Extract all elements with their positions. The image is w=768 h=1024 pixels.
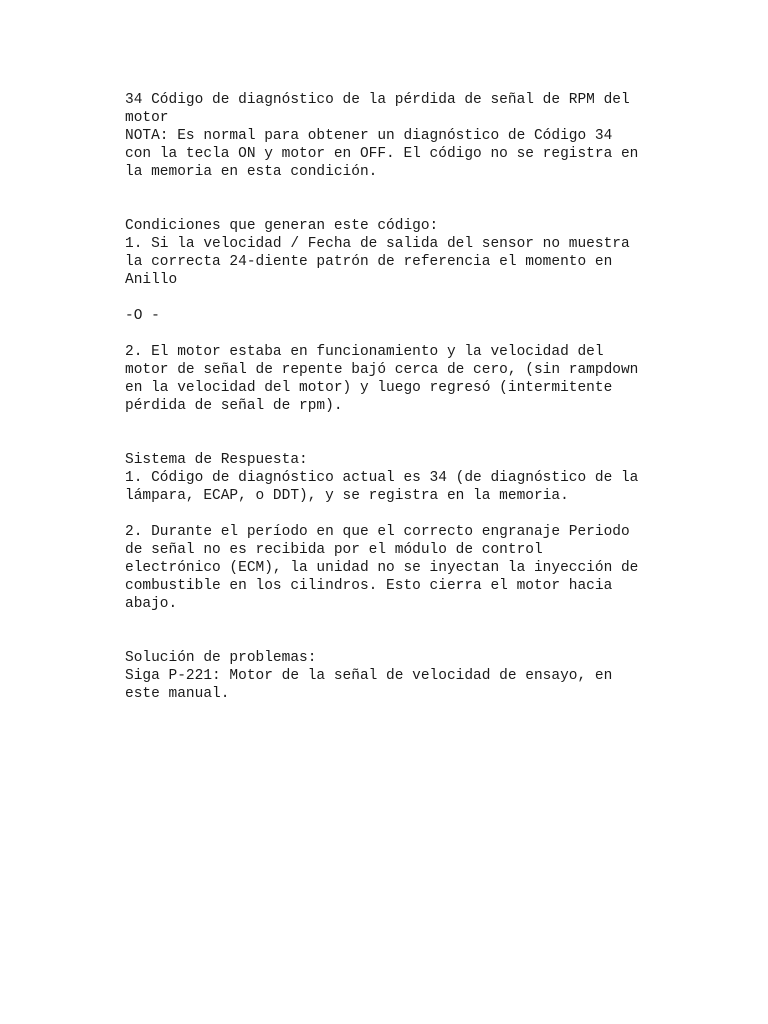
troubleshooting-title: Solución de problemas: (125, 650, 317, 666)
note-line: la memoria en esta condición. (125, 164, 378, 180)
response-title: Sistema de Respuesta: (125, 452, 308, 468)
condition-1-line: la correcta 24-diente patrón de referencia el momento en (125, 254, 613, 270)
note-line: con la tecla ON y motor en OFF. El código no se registra en (125, 146, 639, 162)
response-section (125, 451, 685, 613)
note-line: NOTA: Es normal para obtener un diagnóstico de Código 34 (125, 128, 613, 144)
conditions-section (125, 217, 685, 415)
condition-2-line: pérdida de señal de rpm). (125, 398, 343, 414)
heading (125, 91, 685, 127)
response-2-line: abajo. (125, 596, 178, 612)
response-2-line: electrónico (ECM), la unidad no se inyectan la inyección de (125, 560, 639, 576)
heading-line: motor (125, 110, 169, 126)
heading-line: 34 Código de diagnóstico de la pérdida de señal de RPM del (125, 92, 630, 108)
conditions-title: Condiciones que generan este código: (125, 218, 439, 234)
troubleshooting-section (125, 649, 685, 703)
response-1-line: 1. Código de diagnóstico actual es 34 (de diagnóstico de la (125, 470, 639, 486)
note (125, 127, 685, 181)
condition-2-line: 2. El motor estaba en funcionamiento y la velocidad del (125, 344, 604, 360)
response-2-line: de señal no es recibida por el módulo de control (125, 542, 543, 558)
response-2-line: 2. Durante el período en que el correcto engranaje Periodo (125, 524, 630, 540)
document-body (125, 91, 685, 703)
troubleshooting-line: este manual. (125, 686, 230, 702)
condition-2-line: motor de señal de repente bajó cerca de cero, (sin rampdown (125, 362, 639, 378)
condition-2-line: en la velocidad del motor) y luego regresó (intermitente (125, 380, 613, 396)
troubleshooting-line: Siga P-221: Motor de la señal de velocidad de ensayo, en (125, 668, 613, 684)
response-1-line: lámpara, ECAP, o DDT), y se registra en la memoria. (125, 488, 569, 504)
condition-1-line: Anillo (125, 272, 178, 288)
condition-1-line: 1. Si la velocidad / Fecha de salida del sensor no muestra (125, 236, 630, 252)
response-2-line: combustible en los cilindros. Esto cierra el motor hacia (125, 578, 613, 594)
separator: -O - (125, 308, 160, 324)
